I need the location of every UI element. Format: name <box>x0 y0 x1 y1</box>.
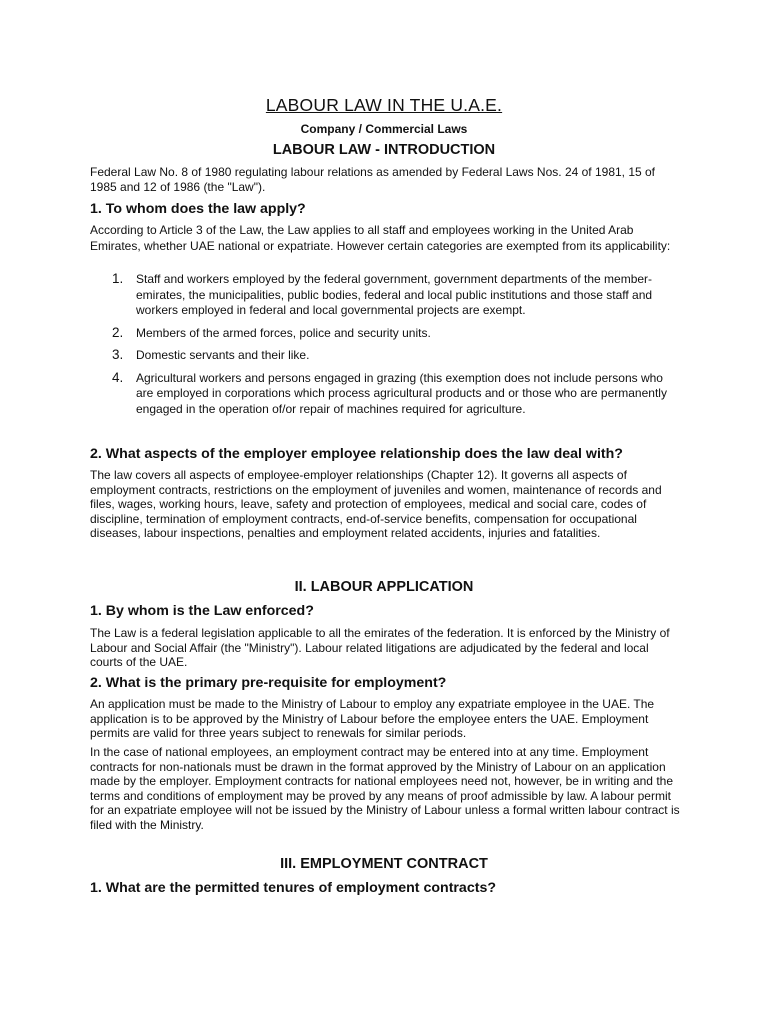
section-3-question-1-heading: 1. What are the permitted tenures of employment contracts? <box>90 880 496 896</box>
list-item <box>112 348 682 364</box>
list-item <box>112 326 682 342</box>
section-3-heading: III. EMPLOYMENT CONTRACT <box>280 856 488 872</box>
list-item-text: Staff and workers employed by the federal government, government departments of the member-emirates, the municipalities, public bodies, federal and local public institutions and those staff and workers employed in federal and local governmental projects are exempt. <box>136 272 653 317</box>
list-item-number: 2. <box>112 324 124 340</box>
section-2-question-1-heading: 1. By whom is the Law enforced? <box>90 603 314 619</box>
intro-heading: LABOUR LAW - INTRODUCTION <box>272 142 496 158</box>
section-2-question-2-heading: 2. What is the primary pre-requisite for employment? <box>90 675 447 691</box>
section-2-question-2-paragraph-1: An application must be made to the Ministry of Labour to employ any expatriate employee in the UAE. The application is to be approved by the Ministry of Labour before the employee enters the UAE. Employment permits are valid for three years subject to renewals for similar periods. <box>90 697 655 740</box>
list-item-text: Domestic servants and their like. <box>136 348 310 362</box>
list-item-text: Agricultural workers and persons engaged in grazing (this exemption does not include persons who are employed in corporations which process agricultural products and or those who are permanently engaged in the operation of/or repair of machines required for agriculture. <box>136 370 667 416</box>
section-2-heading: II. LABOUR APPLICATION <box>294 579 474 595</box>
question-1-heading: 1. To whom does the law apply? <box>90 201 306 217</box>
document-title: LABOUR LAW IN THE U.A.E. <box>265 95 503 115</box>
document-subtitle: Company / Commercial Laws <box>300 122 468 136</box>
list-item <box>112 272 682 319</box>
list-item-number: 3. <box>112 347 124 362</box>
list-item-text: Members of the armed forces, police and security units. <box>136 325 431 340</box>
question-2-heading: 2. What aspects of the employer employee relationship does the law deal with? <box>90 446 623 462</box>
section-2-question-2-paragraph-2: In the case of national employees, an employment contract may be entered into at any time. Employment contracts for non-nationals must be drawn in the format approved by the Ministry of Labour on an application made by the employer. Employment contracts for national employees need not, however, be in writing and the terms and conditions of employment may be proved by any means of proof admissible by law. A labour permit for an expatriate employee will not be issued by the Ministry of Labour unless a formal written labour contract is filed with the Ministry. <box>90 745 680 832</box>
intro-paragraph: Federal Law No. 8 of 1980 regulating labour relations as amended by Federal Laws Nos. 24 of 1981, 15 of 1985 and 12 of 1986 (the "Law"). <box>90 165 656 194</box>
question-1-paragraph: According to Article 3 of the Law, the Law applies to all staff and employees working in the United Arab Emirates, whether UAE national or expatriate. However certain categories are exempted from its applicability: <box>90 223 671 253</box>
list-item-number: 1. <box>112 271 124 286</box>
list-item <box>112 371 682 418</box>
list-item-number: 4. <box>112 369 124 385</box>
section-2-question-1-paragraph: The Law is a federal legislation applicable to all the emirates of the federation. It is enforced by the Ministry of Labour and Social Affair (the "Ministry"). Labour related litigations are adjudicated by the federal and local courts of the UAE. <box>90 626 670 669</box>
question-2-paragraph: The law covers all aspects of employee-employer relationships (Chapter 12). It governs all aspects of employment contracts, restrictions on the employment of juveniles and women, maintenance of records and files, wages, working hours, leave, safety and protection of employees, medical and social care, codes of discipline, termination of employment contracts, end-of-service benefits, compensation for occupational diseases, labour inspections, penalties and employment related accidents, injuries and fatalities. <box>90 468 662 540</box>
exemptions-list <box>112 272 682 424</box>
